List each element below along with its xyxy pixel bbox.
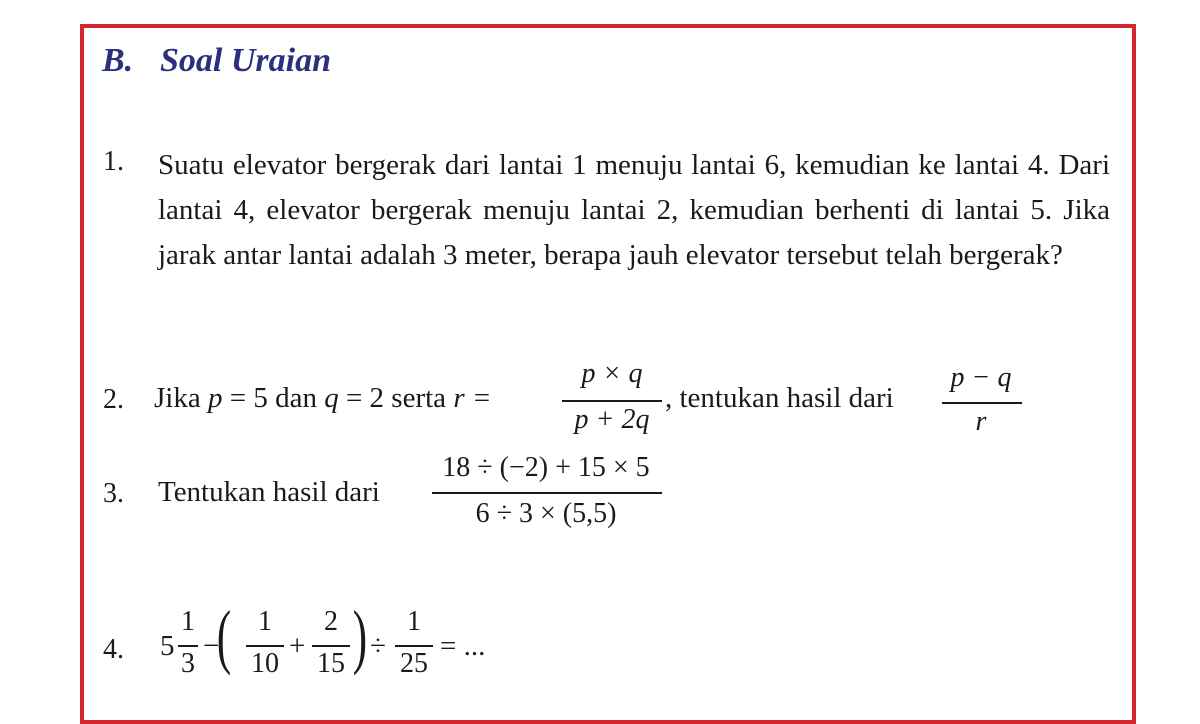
q3-denominator: 6 ÷ 3 × (5,5) [475, 498, 617, 529]
q2-frac1-bar [562, 400, 662, 402]
q3-numerator: 18 ÷ (−2) + 15 × 5 [442, 452, 650, 483]
q2-fraction-r [562, 358, 662, 436]
q2-intro: Jika [154, 382, 201, 414]
q4-f3-numerator: 2 [324, 606, 338, 637]
q4-f3-bar [312, 645, 350, 647]
q2-middle: , tentukan hasil dari [665, 382, 894, 414]
q2-frac2-denominator: r [975, 406, 987, 437]
section-letter: B. [102, 42, 134, 79]
q3-intro: Tentukan hasil dari [158, 476, 380, 508]
q3-fraction [430, 452, 662, 530]
q4-f1-denominator: 3 [181, 648, 195, 679]
q4-tail: = ... [440, 630, 486, 662]
q4-f2-numerator: 1 [258, 606, 272, 637]
q3-number: 3. [103, 478, 124, 509]
q1-text: Suatu elevator bergerak dari lantai 1 menuju lantai 6, kemudian ke lantai 4. Dari lantai 4, elevator bergerak menuju lantai 2, kemudian berhenti di lantai 5. Jika jarak antar lantai adalah 3 meter, berapa jauh elevator tersebut telah bergerak? [158, 149, 1110, 271]
q2-eq-q: = 2 serta [345, 382, 447, 414]
q2-frac2-numerator: p − q [950, 362, 1012, 393]
q4-left-paren: ( [216, 596, 232, 676]
q4-f4-numerator: 1 [407, 606, 421, 637]
q2-frac1-numerator: p × q [581, 358, 643, 389]
q3-fraction-bar [432, 492, 662, 494]
q4-f4-denominator: 25 [400, 648, 428, 679]
q4-f2-denominator: 10 [251, 648, 279, 679]
q2-frac2-bar [942, 402, 1022, 404]
q2-fraction-result [940, 362, 1022, 438]
q2-frac1-denominator: p + 2q [574, 404, 650, 435]
q4-fraction-2 [244, 606, 286, 680]
q4-fraction-3 [310, 606, 352, 680]
q4-f1-bar [178, 645, 198, 647]
q2-condition [154, 382, 491, 415]
q4-fraction-1 [176, 606, 200, 680]
q4-whole: 5 [160, 630, 175, 662]
section-heading [102, 42, 331, 80]
q1-number: 1. [103, 146, 124, 177]
q4-f4-bar [395, 645, 433, 647]
q4-f2-bar [246, 645, 284, 647]
q2-var-p: p [207, 382, 223, 414]
q4-minus: − [203, 630, 220, 662]
q4-plus: + [289, 630, 306, 662]
section-title: Soal Uraian [160, 42, 331, 79]
q4-divide: ÷ [370, 630, 386, 662]
q4-f1-numerator: 1 [181, 606, 195, 637]
q2-r-def: r = [453, 382, 492, 414]
q4-number: 4. [103, 634, 124, 665]
q2-eq-p: = 5 dan [229, 382, 317, 414]
q2-var-q: q [324, 382, 339, 414]
q2-number: 2. [103, 384, 124, 415]
q4-f3-denominator: 15 [317, 648, 345, 679]
q4-fraction-4 [393, 606, 435, 680]
q4-right-paren: ) [352, 596, 368, 676]
